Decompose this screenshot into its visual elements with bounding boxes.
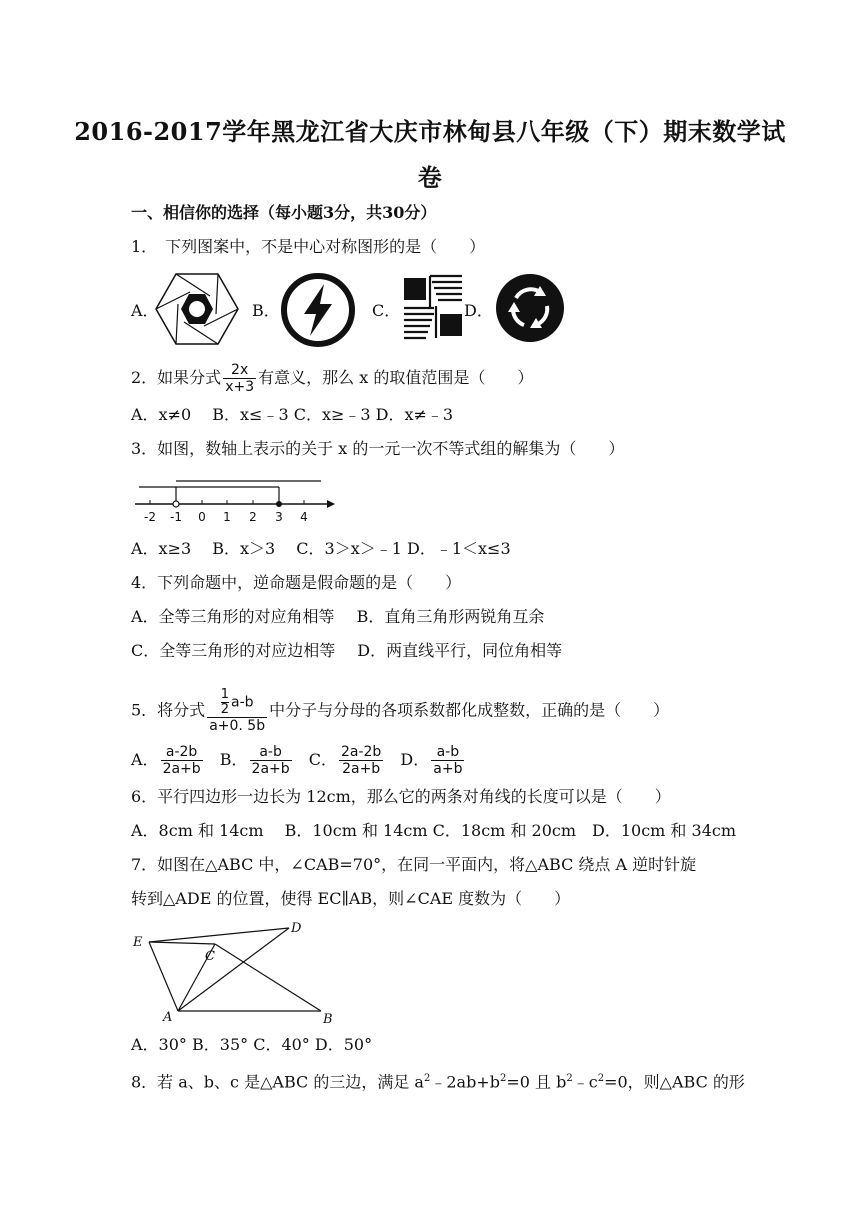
q3-tick-label: 3 [275, 510, 283, 524]
q5-compound-numerator [207, 688, 267, 718]
q5-option-c-denominator: 2a+b [342, 761, 381, 777]
question-3-options: A．x≥3 B．x＞3 C．3＞x＞﹣1 D．﹣1＜x≤3 [131, 539, 511, 558]
q5-option-a-denominator: 2a+b [162, 761, 201, 777]
exam-title-line1: 2016-2017学年黑龙江省大庆市林甸县八年级（下）期末数学试 [74, 117, 786, 146]
question-2-stem [131, 362, 533, 395]
q5-half-fraction [221, 688, 229, 717]
q3-number-line-figure [131, 470, 337, 526]
q5-option-b-denominator: 2a+b [251, 761, 290, 777]
q5-option-d-fraction [431, 744, 464, 777]
question-6-options: A．8cm 和 14cm B．10cm 和 14cm C．18cm 和 20cm D．10cm 和 34cm [131, 821, 737, 840]
q8-text-part2: ﹣2ab+b [430, 1072, 500, 1092]
q5-stem-pre: 5．将分式 [131, 700, 206, 720]
q2-fraction-numerator: 2x [223, 362, 256, 379]
q3-tick-label: -2 [144, 510, 156, 524]
q5-option-c-label: C． [308, 750, 337, 769]
q5-option-b-numerator: a-b [250, 744, 292, 761]
q4-option-d: D．两直线平行，同位角相等 [357, 641, 563, 660]
q5-option-c-numerator: 2a-2b [340, 744, 382, 760]
q5-option-b-label: B． [219, 750, 248, 769]
q4-option-b: B．直角三角形两锐角互余 [356, 607, 545, 626]
q3-tick-label: 0 [198, 510, 206, 524]
exam-title-line2: 卷 [417, 163, 443, 192]
q5-option-a-label: A． [131, 750, 159, 769]
question-6-stem: 6．平行四边形一边长为 12cm，那么它的两条对角线的长度可以是（ ） [131, 787, 671, 806]
q1-option-d-label: D． [464, 301, 493, 320]
q5-half-numerator: 1 [220, 687, 230, 702]
q7-point-label: B [323, 1012, 333, 1027]
q5-numerator-rest: a-b [231, 694, 254, 711]
q8-exponent: 2 [566, 1073, 573, 1084]
question-1-stem: 1． 下列图案中，不是中心对称图形的是（ ） [131, 237, 486, 256]
q4-option-a: A．全等三角形的对应角相等 [131, 607, 335, 626]
q3-tick-label: 1 [223, 510, 231, 524]
question-4-stem: 4．下列命题中，逆命题是假命题的是（ ） [131, 573, 462, 592]
question-7-options: A．30° B．35° C．40° D．50° [131, 1035, 373, 1054]
q5-option-b [220, 744, 294, 777]
q2-stem-pre: 2．如果分式 [131, 368, 222, 387]
q1-squares-figure [400, 272, 466, 342]
q5-option-a-numerator: a-2b [161, 744, 203, 761]
q5-half-denominator: 2 [220, 702, 230, 717]
q5-stem-post: 中分子与分母的各项系数都化成整数，正确的是（ ） [269, 700, 670, 720]
q7-point-label: E [133, 935, 143, 950]
q5-option-a-fraction [161, 744, 203, 777]
question-7-stem-line2: 转到△ADE 的位置，使得 EC∥AB，则∠CAE 度数为（ ） [131, 889, 571, 908]
q8-exponent: 2 [597, 1073, 605, 1084]
q8-exponent: 2 [499, 1073, 507, 1084]
question-4-options-row1 [131, 606, 544, 628]
q5-compound-fraction [207, 688, 267, 734]
q7-point-label: A [163, 1010, 173, 1025]
q1-option-c-label: C． [372, 301, 401, 320]
question-7-stem-line1: 7．如图在△ABC 中，∠CAB=70°，在同一平面内，将△ABC 绕点 A 逆时针旋 [131, 855, 697, 874]
question-3-stem: 3．如图，数轴上表示的关于 x 的一元一次不等式组的解集为（ ） [131, 439, 625, 458]
q1-hexagon-figure [152, 272, 242, 346]
q5-option-a [131, 744, 205, 777]
q5-option-d-denominator: a+b [433, 761, 463, 777]
q4-option-c: C．全等三角形的对应边相等 [131, 641, 336, 660]
question-8-stem [131, 1068, 745, 1093]
q2-fraction [223, 362, 256, 395]
q8-text-part1: 8．若 a、b、c 是△ABC 的三边，满足 a [131, 1072, 424, 1092]
section-heading: 一、相信你的选择（每小题3分，共30分） [131, 203, 437, 222]
q5-option-c-fraction [339, 744, 383, 777]
q1-option-a-label: A． [131, 301, 159, 320]
q5-option-d-numerator: a-b [431, 744, 464, 761]
q8-text-part3: =0 且 b [506, 1072, 567, 1092]
q1-option-b-label: B． [252, 301, 280, 320]
q8-text-part4: ﹣c [572, 1072, 598, 1092]
q7-point-label: D [291, 921, 302, 936]
q5-option-d-label: D． [400, 750, 430, 769]
q5-option-b-fraction [250, 744, 292, 777]
question-5-stem [131, 688, 669, 734]
q5-compound-denominator: a+0. 5b [209, 718, 266, 734]
q8-exponent: 2 [423, 1073, 431, 1084]
q3-tick-label: 4 [300, 510, 308, 524]
q7-triangle-figure [131, 920, 341, 1030]
q3-tick-label: 2 [249, 510, 257, 524]
q2-stem-post: 有意义，那么 x 的取值范围是（ ） [258, 368, 534, 387]
question-2-options: A．x≠0 B．x≤﹣3 C．x≥﹣3 D．x≠﹣3 [131, 405, 454, 424]
question-4-options-row2 [131, 640, 562, 662]
q8-text-part5: =0，则△ABC 的形 [604, 1072, 745, 1092]
question-5-options [131, 744, 476, 777]
q2-fraction-denominator: x+3 [225, 379, 255, 395]
q7-point-label: C [205, 949, 215, 964]
q1-recycle-figure [494, 272, 566, 344]
q3-tick-label: -1 [170, 510, 182, 524]
q5-option-c [309, 744, 386, 777]
q1-lightning-figure [280, 272, 356, 348]
q5-option-d [400, 744, 466, 777]
